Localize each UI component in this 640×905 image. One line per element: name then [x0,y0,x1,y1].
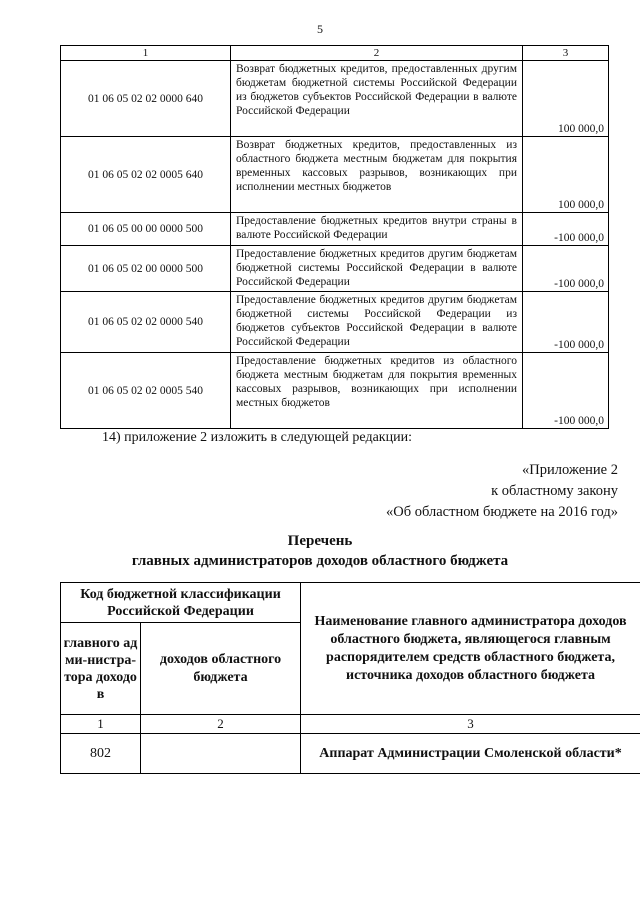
row-amount: 100 000,0 [523,61,609,137]
administrator-name-header: Наименование главного администратора доходов областного бюджета, являющегося главным распорядителем средств областного бюджета, источника доходов областного бюджета [301,583,640,715]
appendix-caption [386,460,618,523]
column-number: 2 [231,46,523,61]
column-number: 1 [61,715,141,734]
row-description: Предоставление бюджетных кредитов из областного бюджета местным бюджетам для покрытия временных кассовых разрывов, возникающих при исполнении местных бюджетов [231,353,523,429]
column-number: 3 [523,46,609,61]
row-amount: -100 000,0 [523,353,609,429]
row-description: Предоставление бюджетных кредитов другим бюджетам бюджетной системы Российской Федерации из бюджетов субъектов Российской Федерации в валюте Российской Федерации [231,292,523,353]
row-description: Возврат бюджетных кредитов, предоставленных из областного бюджета местным бюджетам для покрытия временных кассовых разрывов, возникающих при исполнении местных бюджетов [231,137,523,213]
administrator-code: 802 [61,734,141,774]
appendix-line: к областному закону [491,483,618,499]
sources-table [60,45,609,429]
table-header-row [61,583,640,623]
table-row [61,292,609,353]
row-description: Предоставление бюджетных кредитов внутри страны в валюте Российской Федерации [231,213,523,246]
table-number-row [61,715,640,734]
appendix-line: «Об областном бюджете на 2016 год» [386,504,618,520]
column-number: 3 [301,715,640,734]
table-row [61,213,609,246]
table-row [61,734,640,774]
row-amount: 100 000,0 [523,137,609,213]
table-row [61,61,609,137]
document-title: Перечень [287,533,353,549]
administrators-table [60,582,640,774]
table-row [61,353,609,429]
column-number: 1 [61,46,231,61]
income-code-header: доходов областного бюджета [141,623,301,715]
classification-code: 01 06 05 02 02 0000 640 [61,61,231,137]
row-amount: -100 000,0 [523,213,609,246]
amendment-paragraph: 14) приложение 2 изложить в следующей редакции: [102,430,412,445]
row-amount: -100 000,0 [523,292,609,353]
chief-administrator-header: главного адми-нистра-тора доходов [61,623,141,715]
classification-code: 01 06 05 02 00 0000 500 [61,246,231,292]
classification-code: 01 06 05 00 00 0000 500 [61,213,231,246]
page-number: 5 [317,22,323,36]
appendix-line: «Приложение 2 [522,462,618,478]
row-amount: -100 000,0 [523,246,609,292]
table-row [61,246,609,292]
classification-code: 01 06 05 02 02 0000 540 [61,292,231,353]
row-description: Возврат бюджетных кредитов, предоставленных другим бюджетам бюджетной системы Российской Федерации из бюджетов субъектов Российской Федерации в валюте Российской Федерации [231,61,523,137]
income-code [141,734,301,774]
document-subtitle: главных администраторов доходов областного бюджета [131,553,509,569]
classification-code: 01 06 05 02 02 0005 540 [61,353,231,429]
classification-code: 01 06 05 02 02 0005 640 [61,137,231,213]
table-header-row [61,46,609,61]
classification-group-header: Код бюджетной классификации Российской Федерации [61,583,301,623]
row-description: Предоставление бюджетных кредитов другим бюджетам бюджетной системы Российской Федерации в валюте Российской Федерации [231,246,523,292]
administrator-name: Аппарат Администрации Смоленской области* [301,734,640,774]
column-number: 2 [141,715,301,734]
table-row [61,137,609,213]
